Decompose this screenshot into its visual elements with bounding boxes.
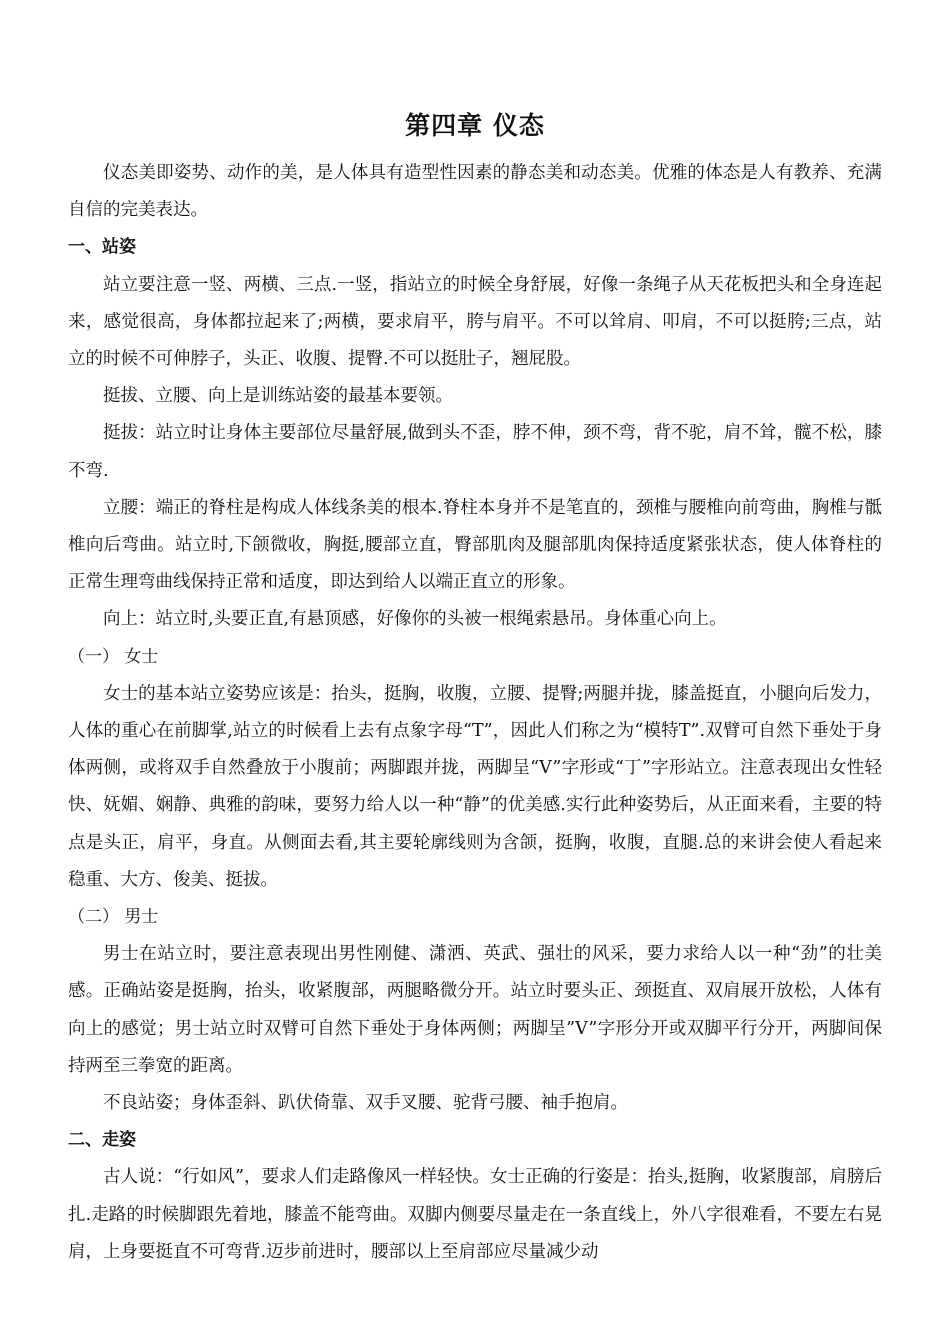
body-paragraph: 古人说：“行如风”，要求人们走路像风一样轻快。女士正确的行姿是：抬头,挺胸，收紧腹部，肩膀后扎.走路的时候脚跟先着地，膝盖不能弯曲。双脚内侧要尽量走在一条直线上，外八字很难看，不要左右晃肩，上身要挺直不可弯背.迈步前进时，腰部以上至肩部应尽量减少动 bbox=[68, 1167, 882, 1262]
body-paragraph: 立腰：端正的脊柱是构成人体线条美的根本.脊柱本身并不是笔直的，颈椎与腰椎向前弯曲，胸椎与骶椎向后弯曲。站立时,下颌微收，胸挺,腰部立直，臀部肌肉及腿部肌肉保持适度紧张状态，使人体脊柱的正常生理弯曲线保持正常和适度，即达到给人以端正直立的形象。 bbox=[68, 497, 882, 593]
body-paragraph: 站立要注意一竖、两横、三点.一竖，指站立的时候全身舒展，好像一条绳子从天花板把头和全身连起来，感觉很高，身体都拉起来了;两横，要求肩平，胯与肩平。不可以耸肩、叩肩，不可以挺胯;三点，站立的时候不可伸脖子，头正、收腹、提臀.不可以挺肚子，翘屁股。 bbox=[68, 274, 882, 370]
document-page bbox=[68, 108, 882, 1271]
body-paragraph: 女士的基本站立姿势应该是：抬头，挺胸，收腹，立腰、提臀;两腿并拢，膝盖挺直，小腿向后发力，人体的重心在前脚掌,站立的时候看上去有点象字母“T”，因此人们称之为“模特T”.双臂可自然下垂处于身体两侧，或将双手自然叠放于小腹前；两脚跟并拢，两脚呈“V”字形或“丁”字形站立。注意表现出女性轻快、妩媚、娴静、典雅的韵味，要努力给人以一种“静”的优美感.实行此种姿势后，从正面来看，主要的特点是头正，肩平，身直。从侧面去看,其主要轮廓线则为含颌，挺胸，收腹，直腿.总的来讲会使人看起来稳重、大方、俊美、挺拔。 bbox=[68, 683, 882, 890]
body-paragraph: 向上：站立时,头要正直,有悬顶感，好像你的头被一根绳索悬吊。身体重心向上。 bbox=[103, 609, 727, 630]
body-paragraph: 男士在站立时，要注意表现出男性刚健、潇洒、英武、强壮的风采，要力求给人以一种“劲”的壮美感。正确站姿是挺胸，抬头，收紧腹部，两腿略微分开。站立时要头正、颈挺直、双肩展开放松，人体有向上的感觉；男士站立时双臂可自然下垂处于身体两侧；两脚呈”V”字形分开或双脚平行分开，两脚间保持两至三拳宽的距离。 bbox=[68, 944, 882, 1076]
body-paragraph: 挺拔：站立时让身体主要部位尽量舒展,做到头不歪，脖不伸，颈不弯，背不驼，肩不耸，髋不松，膝不弯. bbox=[68, 423, 882, 481]
section-heading-walking: 二、走姿 bbox=[68, 1130, 136, 1151]
intro-paragraph: 仪态美即姿势、动作的美，是人体具有造型性因素的静态美和动态美。优雅的体态是人有教养、充满自信的完美表达。 bbox=[68, 163, 882, 221]
subsection-heading-women: （一） 女士 bbox=[68, 646, 159, 667]
subsection-heading-men: （二） 男士 bbox=[68, 907, 159, 928]
body-paragraph: 挺拔、立腰、向上是训练站姿的最基本要领。 bbox=[103, 386, 453, 407]
body-paragraph: 不良站姿；身体歪斜、趴伏倚靠、双手叉腰、驼背弓腰、袖手抱肩。 bbox=[103, 1093, 628, 1114]
page-title: 第四章 仪态 bbox=[405, 111, 545, 140]
section-heading-standing: 一、站姿 bbox=[68, 237, 136, 258]
